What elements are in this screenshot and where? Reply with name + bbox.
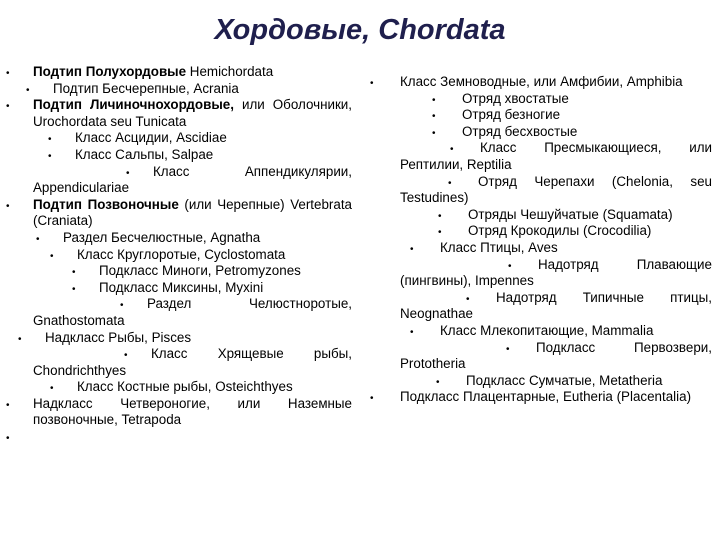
- left-list-item: [6, 197, 352, 230]
- taxon-text: Надкласс Четвероногие, или Наземные позвоночные, Tetrapoda: [33, 395, 352, 428]
- taxon-text: Отряды Чешуйчатые (Squamata): [468, 206, 673, 222]
- left-list-item: [6, 396, 352, 429]
- right-list-item: [370, 91, 712, 108]
- taxon-text: Раздел Челюстноротые, Gnathostomata: [33, 296, 352, 328]
- left-list-item: [6, 330, 352, 347]
- taxon-text: Hemichordata: [186, 64, 274, 79]
- left-list-item: [6, 64, 352, 81]
- taxon-text: или Оболочники, Urochordata seu Tunicata: [33, 97, 353, 129]
- taxon-text: Класс Хрящевые рыбы, Chondrichthyes: [33, 346, 352, 378]
- taxon-text: Отряд Крокодилы (Crocodilia): [468, 223, 652, 239]
- taxon-text: Класс Пресмыкающиеся, или Рептилии, Reptilia: [400, 140, 712, 172]
- taxon-text: Подкласс Первозвери, Prototheria: [400, 339, 712, 372]
- taxon-rank-bold: Подтип Позвоночные: [33, 196, 179, 212]
- right-list-item: [370, 107, 712, 124]
- left-list-item: [6, 247, 352, 264]
- left-list-item: [6, 130, 352, 147]
- taxon-text: Надотряд Плавающие (пингвины), Impennes: [400, 256, 712, 289]
- taxon-text: Подкласс Миноги, Petromyzones: [99, 263, 301, 279]
- taxon-text: Подтип Бесчерепные, Acrania: [53, 80, 239, 96]
- right-list-item: [370, 389, 712, 406]
- right-taxonomy-list: [370, 74, 712, 406]
- taxon-text: Раздел Бесчелюстные, Agnatha: [63, 229, 261, 245]
- taxon-text: Отряд Черепахи (Chelonia, seu Testudines): [400, 173, 712, 206]
- right-list-item: [370, 257, 712, 290]
- right-list-item: [370, 323, 712, 340]
- taxon-text: Надотряд Типичные птицы, Neognathae: [400, 289, 712, 322]
- left-list-item: [6, 296, 352, 329]
- taxon-text: Класс Костные рыбы, Osteichthyes: [77, 379, 293, 395]
- taxon-rank-bold: Подтип Полухордовые: [33, 64, 187, 79]
- taxon-text: Класс Аппендикулярии, Appendiculariae: [33, 163, 352, 196]
- right-list-item: [370, 174, 712, 207]
- taxon-text: (или Черепные) Vertebrata (Craniata): [33, 196, 352, 229]
- taxon-text: Подкласс Миксины, Myxini: [99, 279, 264, 295]
- left-list-item: [6, 164, 352, 197]
- right-list-item: [370, 140, 712, 173]
- left-list-item: [6, 263, 352, 280]
- taxon-text: Отряд хвостатые: [462, 90, 569, 106]
- taxon-text: Класс Земноводные, или Амфибии, Amphibia: [400, 74, 683, 89]
- left-taxonomy-list: [6, 64, 352, 446]
- right-list-item: [370, 290, 712, 323]
- taxon-text: Надкласс Рыбы, Pisces: [45, 329, 192, 345]
- taxon-text: Класс Круглоротые, Cyclostomata: [77, 246, 286, 262]
- right-list-item: [370, 223, 712, 240]
- taxon-text: Класс Млекопитающие, Mammalia: [440, 322, 654, 338]
- right-list-item: [370, 74, 712, 91]
- taxon-text: Отряд бесхвостые: [462, 123, 578, 139]
- slide-title: Хордовые, Chordata: [214, 14, 506, 46]
- left-list-item: [6, 280, 352, 297]
- left-list-item: [6, 147, 352, 164]
- left-list-item: [6, 97, 352, 130]
- right-list-item: [370, 207, 712, 224]
- taxon-text: Подкласс Сумчатые, Metatheria: [466, 372, 663, 388]
- left-list-item: [6, 346, 352, 379]
- taxon-text: Класс Птицы, Aves: [440, 239, 558, 255]
- right-list-item: [370, 373, 712, 390]
- taxon-text: Класс Асцидии, Ascidiae: [75, 130, 227, 146]
- taxon-text: Отряд безногие: [462, 107, 561, 123]
- taxon-text: Подкласс Плацентарные, Eutheria (Placentalia): [400, 389, 692, 405]
- right-list-item: [370, 124, 712, 141]
- taxon-rank-bold: Подтип Личиночнохордовые,: [33, 97, 234, 113]
- left-list-item: [6, 81, 352, 98]
- left-list-item: [6, 379, 352, 396]
- taxon-text: Класс Сальпы, Salpae: [75, 146, 214, 162]
- left-list-item: [6, 429, 352, 446]
- left-list-item: [6, 230, 352, 247]
- right-list-item: [370, 240, 712, 257]
- right-list-item: [370, 340, 712, 373]
